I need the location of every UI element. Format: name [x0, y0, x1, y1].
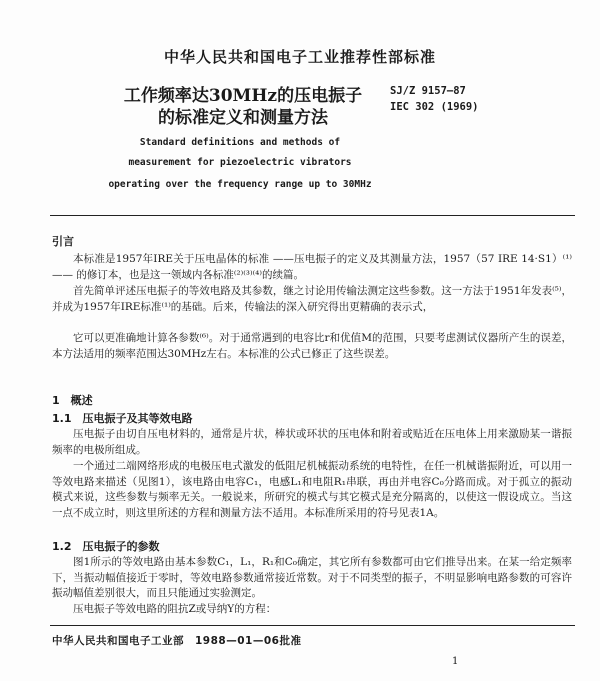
iec-reference: IEC 302 (1969)	[390, 101, 479, 113]
section-1-2-paragraph-2: 压电振子等效电路的阻抗Z或导纳Y的方程：	[73, 603, 277, 615]
intro-paragraph-2: 首先简单评述压电振子的等效电路及其参数，继之讨论用传输法测定这些参数。这一方法于1951年发表⁽⁵⁾，并成为1957年IRE标准⁽¹⁾的基础。后来，传输法的深入研究得出更精确的表示式，	[52, 285, 572, 313]
intro-paragraph-3: 它可以更准确地计算各参数⁽⁶⁾。对于通常遇到的电容比r和优值M的范围，只要考虑测试仪器所产生的误差，本方法适用的频率范围达30MHz左右。本标准的公式已修正了这些误差。	[52, 332, 572, 360]
title-en-line1: Standard definitions and methods of	[139, 137, 341, 148]
title-en-line2: measurement for piezoelectric vibrators	[128, 157, 352, 168]
title-cn-line1: 工作频率达30MHz的压电振子	[123, 86, 363, 106]
agency-header: 中华人民共和国电子工业推荐性部标准	[163, 48, 436, 66]
title-en-line3: operating over the frequency range up to 30MHz	[108, 179, 372, 190]
section-1-1-heading: 1.1 压电振子及其等效电路	[52, 412, 193, 425]
section-1-1-paragraph-2: 一个通过二端网络形成的电极压电式激发的低阻尼机械振动系统的电特性，在任一机械谐振附近，可以用一等效电路来描述（见图1），该电路由电容C₁，电感L₁和电阻R₁串联，再由并电容C₀分路而成。对于孤立的振动模式来说，这些参数与频率无关。一般说来，所研究的模式与其它模式是充分隔离的，以使这一假设成立。当这一点不成立时，则这里所述的方程和测量方法不适用。本标准所采用的符号见表1A。	[52, 460, 572, 519]
page-number: 1	[452, 656, 459, 667]
header-divider	[50, 215, 575, 216]
standard-code: SJ/Z 9157—87	[390, 85, 466, 97]
intro-paragraph-1: 本标准是1957年IRE关于压电晶体的标准 ——压电振子的定义及其测量方法，1957（57 IRE 14·S1）⁽¹⁾ —— 的修订本，也是这一领域内各标准⁽²⁾⁽³⁾⁽⁴⁾的续篇。	[52, 253, 572, 281]
footer-divider	[50, 625, 575, 626]
section-1-2-paragraph-1: 图1所示的等效电路由基本参数C₁，L₁，R₁和C₀确定，其它所有参数都可由它们推导出来。在某一给定频率下，当振动幅值接近于零时，等效电路参数通常接近常数。对于不同类型的振子，不明显影响电路参数的可容许振动幅值差别很大，而且只能通过实验测定。	[52, 556, 572, 599]
section-1-heading: 1 概述	[52, 394, 93, 407]
approval-footer: 中华人民共和国电子工业部 1988—01—06批准	[52, 635, 302, 647]
section-1-2-heading: 1.2 压电振子的参数	[52, 540, 160, 553]
intro-heading: 引言	[52, 235, 74, 248]
title-cn-line2: 的标准定义和测量方法	[158, 108, 328, 128]
section-1-1-paragraph-1: 压电振子由切自压电材料的，通常是片状，棒状或环状的压电体和附着或贴近在压电体上用来激励某一谐振频率的电极所组成。	[52, 428, 572, 456]
